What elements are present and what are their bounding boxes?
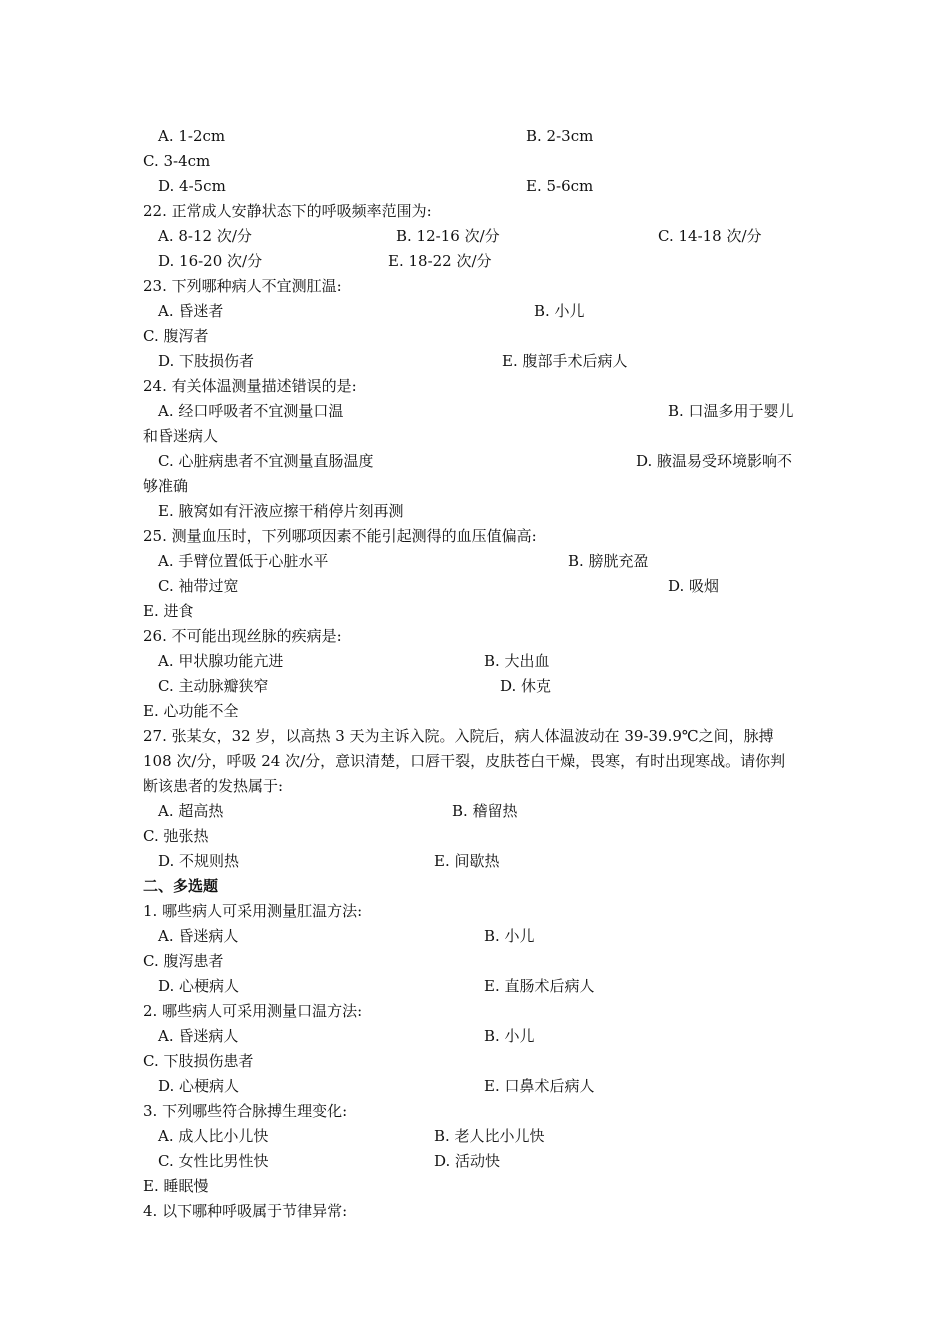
option-text: B. 膀胱充盈 [568,552,649,570]
option-text: B. 口温多用于婴儿 [668,402,794,420]
option-text: D. 休克 [500,677,552,695]
option-text: 和昏迷病人 [143,427,219,445]
question-text: 25. 测量血压时，下列哪项因素不能引起测得的血压值偏高: [143,527,537,545]
option-text: C. 弛张热 [143,827,209,845]
option-text: B. 小儿 [484,927,535,945]
option-text: D. 下肢损伤者 [158,352,255,370]
option-text: E. 腋窝如有汗液应擦干稍停片刻再测 [158,502,404,520]
question-text: 108 次/分，呼吸 24 次/分，意识清楚，口唇干裂，皮肤苍白干燥，畏寒，有时出现寒战。请你判 [143,752,786,770]
option-text: E. 进食 [143,602,194,620]
question-text: 4. 以下哪种呼吸属于节律异常: [143,1202,348,1220]
question-text: 断该患者的发热属于: [143,777,284,795]
question-text: 22. 正常成人安静状态下的呼吸频率范围为: [143,202,432,220]
option-text: C. 主动脉瓣狭窄 [158,677,269,695]
option-text: B. 稽留热 [452,802,518,820]
option-text: B. 小儿 [484,1027,535,1045]
option-text: C. 3-4cm [143,152,211,170]
option-text: E. 18-22 次/分 [388,252,492,270]
option-text: D. 4-5cm [158,177,226,195]
option-text: B. 大出血 [484,652,550,670]
option-text: A. 8-12 次/分 [158,227,252,245]
option-text: C. 袖带过宽 [158,577,239,595]
option-text: B. 2-3cm [526,127,594,145]
option-text: C. 腹泻者 [143,327,209,345]
option-text: A. 成人比小儿快 [158,1127,269,1145]
option-text: D. 吸烟 [668,577,720,595]
option-text: E. 5-6cm [526,177,594,195]
option-text: C. 腹泻患者 [143,952,224,970]
option-text: E. 腹部手术后病人 [502,352,628,370]
question-text: 2. 哪些病人可采用测量口温方法: [143,1002,363,1020]
question-text: 1. 哪些病人可采用测量肛温方法: [143,902,363,920]
section-heading: 二、多选题 [143,877,219,895]
option-text: 够准确 [143,477,189,495]
question-text: 3. 下列哪些符合脉搏生理变化: [143,1102,348,1120]
question-text: 26. 不可能出现丝脉的疾病是: [143,627,342,645]
option-text: E. 睡眠慢 [143,1177,209,1195]
option-text: A. 手臂位置低于心脏水平 [158,552,329,570]
option-text: E. 直肠术后病人 [484,977,595,995]
option-text: E. 间歇热 [434,852,500,870]
option-text: A. 甲状腺功能亢进 [158,652,284,670]
option-text: C. 14-18 次/分 [658,227,762,245]
option-text: D. 16-20 次/分 [158,252,263,270]
question-text: 27. 张某女，32 岁，以高热 3 天为主诉入院。入院后，病人体温波动在 39-39.9℃之间，脉搏 [143,727,774,745]
option-text: D. 心梗病人 [158,1077,240,1095]
question-text: 24. 有关体温测量描述错误的是: [143,377,357,395]
option-text: D. 不规则热 [158,852,240,870]
option-text: A. 昏迷者 [158,302,224,320]
option-text: D. 心梗病人 [158,977,240,995]
option-text: B. 老人比小儿快 [434,1127,545,1145]
option-text: C. 心脏病患者不宜测量直肠温度 [158,452,374,470]
option-text: A. 1-2cm [158,127,226,145]
option-text: D. 活动快 [434,1152,501,1170]
option-text: A. 昏迷病人 [158,1027,239,1045]
option-text: E. 口鼻术后病人 [484,1077,595,1095]
option-text: B. 12-16 次/分 [396,227,500,245]
question-text: 23. 下列哪种病人不宜测肛温: [143,277,342,295]
option-text: C. 女性比男性快 [158,1152,269,1170]
option-text: A. 超高热 [158,802,224,820]
option-text: D. 腋温易受环境影响不 [636,452,793,470]
option-text: C. 下肢损伤患者 [143,1052,254,1070]
option-text: E. 心功能不全 [143,702,239,720]
option-text: B. 小儿 [534,302,585,320]
option-text: A. 经口呼吸者不宜测量口温 [158,402,344,420]
option-text: A. 昏迷病人 [158,927,239,945]
